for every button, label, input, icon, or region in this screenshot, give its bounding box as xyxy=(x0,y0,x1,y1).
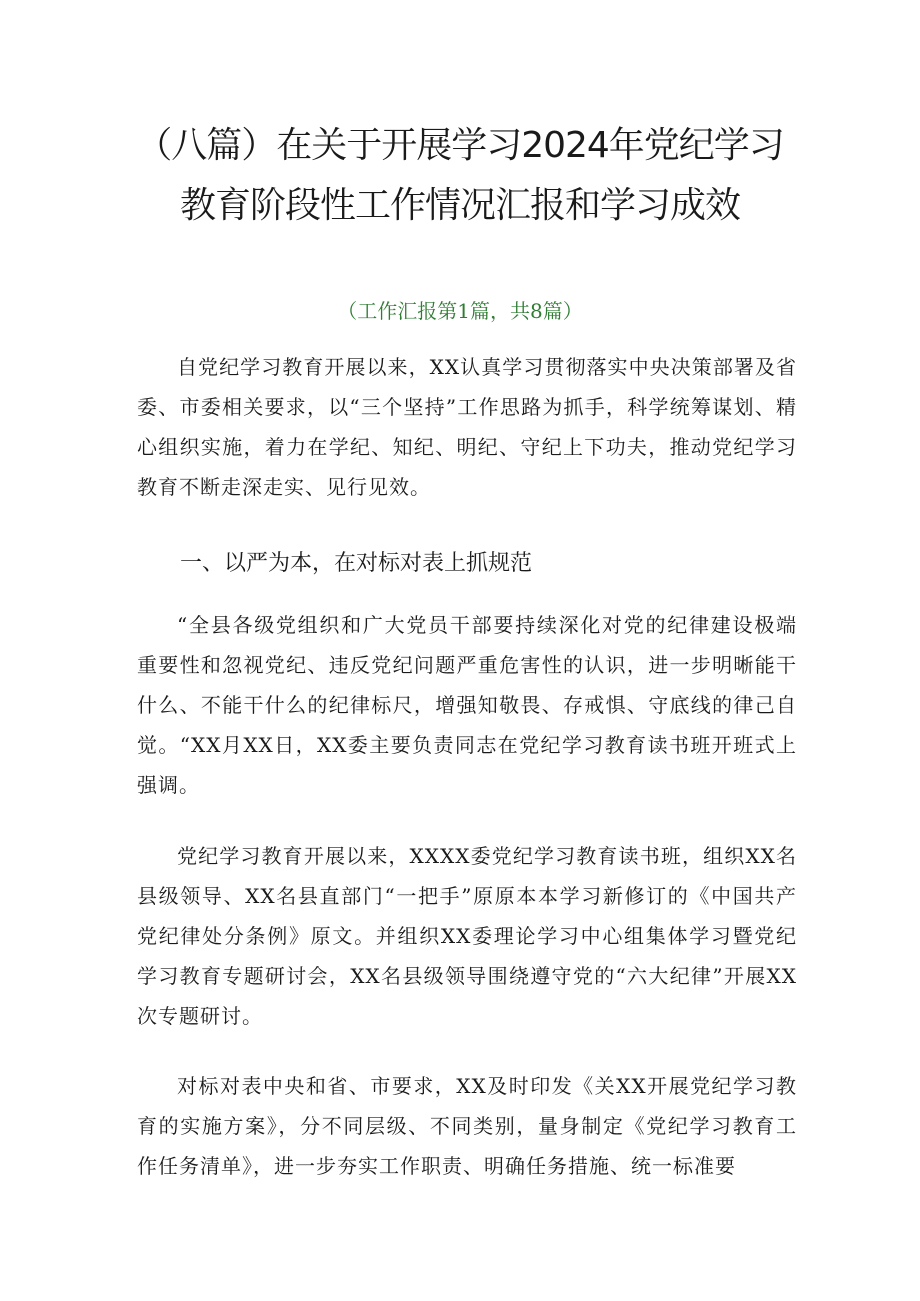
paragraph-intro: 自党纪学习教育开展以来，XX认真学习贯彻落实中央决策部署及省委、市委相关要求，以“三个坚持”工作思路为抓手，科学统筹谋划、精心组织实施，着力在学纪、知纪、明纪、守纪上下功夫，推动党纪学习教育不断走深走实、见行见效。 xyxy=(137,355,797,499)
document-title-line-2: 教育阶段性工作情况汇报和学习成效 xyxy=(179,185,740,226)
paragraph-implementation: 对标对表中央和省、市要求，XX及时印发《关XX开展党纪学习教育的实施方案》，分不同层级、不同类别，量身制定《党纪学习教育工作任务清单》，进一步夯实工作职责、明确任务措施、统一标准要 xyxy=(137,1074,797,1178)
section-heading-1: 一、以严为本，在对标对表上抓规范 xyxy=(180,551,533,576)
document-subtitle: （工作汇报第1篇，共8篇） xyxy=(337,299,583,323)
paragraph-study-class: 党纪学习教育开展以来，XXXX委党纪学习教育读书班，组织XX名县级领导、XX名县直部门“一把手”原原本本学习新修订的《中国共产党纪律处分条例》原文。并组织XX委理论学习中心组集体学习暨党纪学习教育专题研讨会，XX名县级领导围绕遵守党的“六大纪律”开展XX次专题研讨。 xyxy=(137,844,797,1028)
paragraph-quote: “全县各级党组织和广大党员干部要持续深化对党的纪律建设极端重要性和忽视党纪、违反党纪问题严重危害性的认识，进一步明晰能干什么、不能干什么的纪律标尺，增强知敬畏、存戒惧、守底线的律己自觉。“XX月XX日，XX委主要负责同志在党纪学习教育读书班开班式上强调。 xyxy=(137,613,797,797)
document-title-line-1: （八篇）在关于开展学习2024年党纪学习 xyxy=(136,125,784,166)
